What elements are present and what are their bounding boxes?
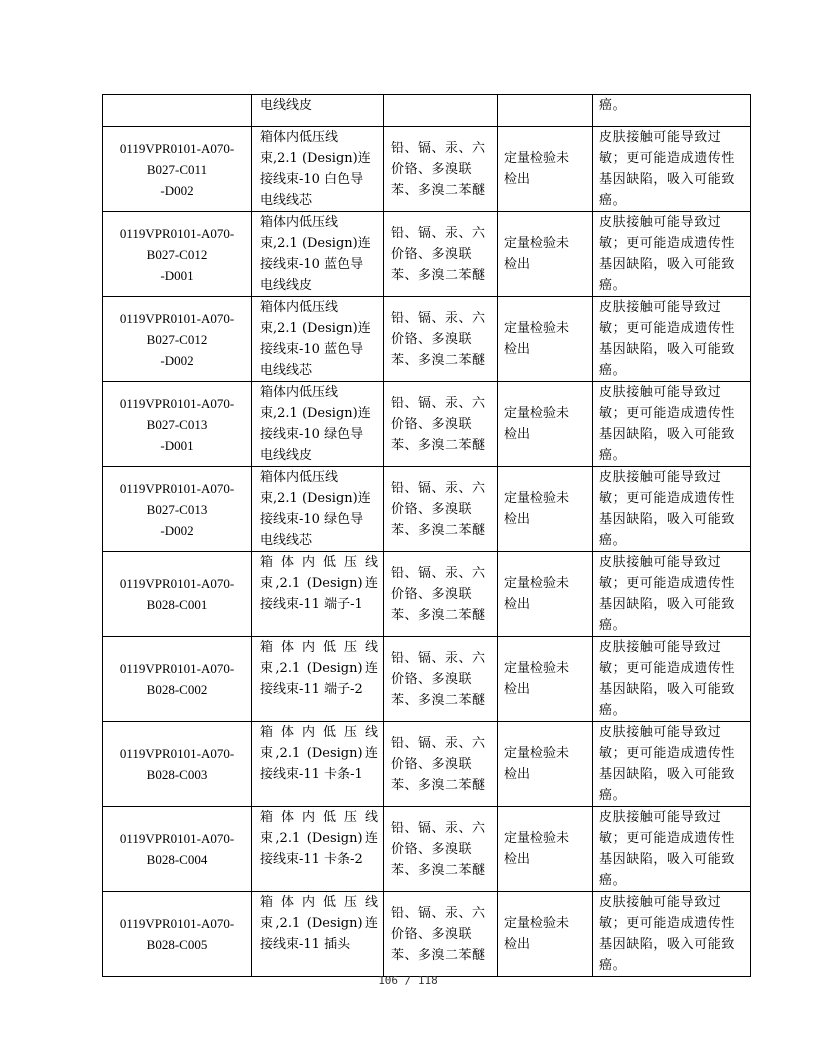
table-row-continued (103, 95, 751, 127)
part-id-line: B028-C002 (146, 682, 208, 697)
part-id-line: -D002 (160, 522, 194, 538)
part-id-line: -D002 (160, 352, 194, 368)
effect-line: 癌。 (599, 533, 627, 548)
effect-line: 基因缺陷，吸入可能致 (599, 682, 736, 697)
effect-line: 敏；更可能造成遗传性 (599, 406, 736, 421)
part-name-line: 箱体内低压线 (260, 300, 339, 315)
substance-line: 铅、镉、汞、六 (391, 905, 486, 921)
effect-line: 敏；更可能造成遗传性 (599, 321, 736, 336)
effect-cell (593, 807, 751, 892)
effect-line: 基因缺陷，吸入可能致 (599, 937, 736, 952)
result-cell (498, 212, 593, 297)
part-name-line: 电线线皮 (260, 278, 313, 293)
result-cell (498, 892, 593, 977)
effect-line: 敏；更可能造成遗传性 (599, 236, 736, 251)
part-name-cell (252, 212, 384, 297)
table-row (103, 807, 751, 892)
effect-line: 皮肤接触可能导致过 (599, 725, 722, 740)
part-name-line: 束,2.1 (Design)连 (260, 236, 371, 251)
part-name-cell (252, 297, 384, 382)
part-name-line: 束,2.1 (Design)连 (260, 661, 378, 676)
substance-line: 苯、多溴二苯醚 (391, 352, 486, 368)
substance-line: 价铬、多溴联 (391, 926, 473, 942)
part-id-line: 0119VPR0101-A070- (119, 395, 235, 411)
part-id-line: B028-C001 (146, 597, 208, 612)
part-id-cell (103, 552, 252, 637)
effect-cell (593, 467, 751, 552)
substances-cell (384, 637, 498, 722)
part-id-line: -D002 (160, 182, 194, 198)
part-name-line: 束,2.1 (Design)连 (260, 576, 378, 591)
part-name-cell (252, 807, 384, 892)
result-line: 定量检验未 (504, 236, 570, 251)
result-cell (498, 552, 593, 637)
part-id-line: B027-C013 (146, 416, 208, 432)
result-line: 定量检验未 (504, 916, 570, 931)
substance-line: 苯、多溴二苯醚 (391, 692, 486, 708)
effect-line: 癌。 (599, 958, 627, 973)
effect-line: 基因缺陷，吸入可能致 (599, 512, 736, 527)
part-id-line: 0119VPR0101-A070- (119, 480, 235, 496)
effect-line: 基因缺陷，吸入可能致 (599, 257, 736, 272)
result-line: 定量检验未 (504, 491, 570, 506)
effect-cell (593, 722, 751, 807)
part-name-line: 箱体内低压线 (260, 385, 339, 400)
part-name-cell (252, 127, 384, 212)
part-id-line: B027-C012 (146, 331, 208, 347)
substance-line: 铅、镉、汞、六 (391, 140, 486, 156)
result-cell (498, 382, 593, 467)
substance-line: 价铬、多溴联 (391, 501, 473, 517)
part-id-line: 0119VPR0101-A070- (119, 831, 235, 846)
effect-line: 敏；更可能造成遗传性 (599, 746, 736, 761)
part-name-line: 束,2.1 (Design)连 (260, 491, 371, 506)
substance-line: 价铬、多溴联 (391, 841, 473, 857)
part-name-line: 电线线皮 (260, 448, 313, 463)
part-name-line: 接线束-10 绿色导 (260, 512, 364, 527)
result-line: 检出 (504, 172, 531, 187)
part-id-line: 0119VPR0101-A070- (119, 225, 235, 241)
table-row (103, 127, 751, 212)
substance-line: 铅、镉、汞、六 (391, 225, 486, 241)
effect-line: 敏；更可能造成遗传性 (599, 916, 736, 931)
part-id-line: 0119VPR0101-A070- (119, 140, 235, 156)
substance-line: 苯、多溴二苯醚 (391, 777, 486, 793)
part-name-cell (252, 892, 384, 977)
effect-line: 皮肤接触可能导致过 (599, 300, 722, 315)
effect-line: 敏；更可能造成遗传性 (599, 151, 736, 166)
part-name-line: 箱体内低压线 (260, 895, 378, 910)
part-id-line: B028-C003 (146, 767, 208, 782)
substance-line: 苯、多溴二苯醚 (391, 862, 486, 878)
table-row (103, 467, 751, 552)
effect-line: 皮肤接触可能导致过 (599, 385, 722, 400)
part-id-line: 0119VPR0101-A070- (119, 576, 235, 591)
part-name-line: 电线线皮 (260, 98, 313, 113)
effect-cell (593, 552, 751, 637)
part-name-line: 接线束-11 卡条-1 (260, 767, 363, 782)
result-line: 检出 (504, 427, 531, 442)
part-name-line: 接线束-10 蓝色导 (260, 342, 364, 357)
result-cell (498, 722, 593, 807)
effect-line: 基因缺陷，吸入可能致 (599, 427, 736, 442)
part-id-cell (103, 722, 252, 807)
part-name-line: 束,2.1 (Design)连 (260, 916, 378, 931)
effect-line: 皮肤接触可能导致过 (599, 640, 722, 655)
effect-line: 皮肤接触可能导致过 (599, 130, 722, 145)
part-name-line: 接线束-10 蓝色导 (260, 257, 364, 272)
part-name-line: 束,2.1 (Design)连 (260, 151, 371, 166)
part-id-line: 0119VPR0101-A070- (119, 310, 235, 326)
substance-line: 苯、多溴二苯醚 (391, 267, 486, 283)
part-id-cell (103, 892, 252, 977)
effect-line: 皮肤接触可能导致过 (599, 470, 722, 485)
result-line: 定量检验未 (504, 151, 570, 166)
part-name-line: 箱体内低压线 (260, 640, 378, 655)
substances-cell (384, 467, 498, 552)
effect-line: 皮肤接触可能导致过 (599, 810, 722, 825)
part-name-line: 箱体内低压线 (260, 130, 339, 145)
part-name-line: 接线束-11 端子-2 (260, 682, 363, 697)
result-cell (498, 127, 593, 212)
part-name-line: 束,2.1 (Design)连 (260, 746, 378, 761)
substances-cell (384, 892, 498, 977)
part-name-line: 接线束-11 卡条-2 (260, 852, 363, 867)
part-id-cell (103, 637, 252, 722)
effect-line: 癌。 (599, 363, 627, 378)
result-line: 检出 (504, 512, 531, 527)
part-id-line: B028-C005 (146, 937, 208, 952)
substance-line: 价铬、多溴联 (391, 161, 473, 177)
part-id-line: 0119VPR0101-A070- (119, 746, 235, 761)
result-cell (498, 467, 593, 552)
part-id-cell (103, 95, 252, 127)
part-name-line: 接线束-11 端子-1 (260, 597, 363, 612)
effect-line: 基因缺陷，吸入可能致 (599, 852, 736, 867)
effect-line: 皮肤接触可能导致过 (599, 555, 722, 570)
table-row (103, 892, 751, 977)
part-name-line: 接线束-10 绿色导 (260, 427, 364, 442)
effect-line: 基因缺陷，吸入可能致 (599, 767, 736, 782)
part-name-line: 箱体内低压线 (260, 555, 378, 570)
page-number: 106 / 118 (378, 974, 438, 987)
substance-line: 铅、镉、汞、六 (391, 735, 486, 751)
substances-cell (384, 807, 498, 892)
part-id-cell (103, 382, 252, 467)
part-id-cell (103, 127, 252, 212)
substance-line: 价铬、多溴联 (391, 416, 473, 432)
result-line: 检出 (504, 342, 531, 357)
table-row (103, 722, 751, 807)
part-id-line: B028-C004 (146, 852, 208, 867)
table-row (103, 382, 751, 467)
part-id-cell (103, 212, 252, 297)
substance-line: 价铬、多溴联 (391, 586, 473, 602)
part-name-cell (252, 382, 384, 467)
effect-line: 基因缺陷，吸入可能致 (599, 172, 736, 187)
part-id-line: 0119VPR0101-A070- (119, 916, 235, 931)
result-line: 定量检验未 (504, 661, 570, 676)
effect-cell (593, 95, 751, 127)
part-name-line: 束,2.1 (Design)连 (260, 321, 371, 336)
part-name-line: 箱体内低压线 (260, 725, 378, 740)
result-line: 定量检验未 (504, 576, 570, 591)
effect-line: 癌。 (599, 873, 627, 888)
effect-cell (593, 637, 751, 722)
effect-cell (593, 892, 751, 977)
result-cell (498, 297, 593, 382)
result-line: 检出 (504, 852, 531, 867)
table-body (103, 95, 751, 977)
part-name-line: 接线束-11 插头 (260, 937, 351, 952)
effect-line: 敏；更可能造成遗传性 (599, 576, 736, 591)
part-name-cell (252, 467, 384, 552)
effect-line: 敏；更可能造成遗传性 (599, 661, 736, 676)
part-id-cell (103, 807, 252, 892)
substance-line: 铅、镉、汞、六 (391, 820, 486, 836)
part-name-line: 束,2.1 (Design)连 (260, 406, 371, 421)
substance-line: 苯、多溴二苯醚 (391, 522, 486, 538)
substance-line: 苯、多溴二苯醚 (391, 607, 486, 623)
result-cell (498, 807, 593, 892)
effect-line: 癌。 (599, 193, 627, 208)
substance-line: 铅、镉、汞、六 (391, 395, 486, 411)
substances-cell (384, 552, 498, 637)
effect-line: 癌。 (599, 278, 627, 293)
substance-line: 铅、镉、汞、六 (391, 650, 486, 666)
substance-line: 铅、镉、汞、六 (391, 310, 486, 326)
substances-cell (384, 127, 498, 212)
part-id-line: B027-C011 (146, 161, 208, 177)
part-name-line: 电线线芯 (260, 193, 313, 208)
substances-cell (384, 297, 498, 382)
result-line: 定量检验未 (504, 406, 570, 421)
table-row (103, 637, 751, 722)
substance-table (102, 94, 751, 977)
effect-line: 癌。 (599, 788, 627, 803)
result-line: 检出 (504, 597, 531, 612)
effect-line: 癌。 (599, 703, 627, 718)
substances-cell (384, 95, 498, 127)
effect-line: 癌。 (599, 448, 627, 463)
table-row (103, 212, 751, 297)
part-id-line: 0119VPR0101-A070- (119, 661, 235, 676)
effect-line: 敏；更可能造成遗传性 (599, 831, 736, 846)
part-name-line: 箱体内低压线 (260, 810, 378, 825)
substances-cell (384, 212, 498, 297)
substances-cell (384, 382, 498, 467)
effect-line: 皮肤接触可能导致过 (599, 215, 722, 230)
result-line: 定量检验未 (504, 746, 570, 761)
substance-line: 铅、镉、汞、六 (391, 480, 486, 496)
effect-cell (593, 382, 751, 467)
effect-cell (593, 297, 751, 382)
result-line: 检出 (504, 682, 531, 697)
part-name-cell (252, 722, 384, 807)
result-line: 定量检验未 (504, 831, 570, 846)
part-id-line: B027-C012 (146, 246, 208, 262)
part-id-line: -D001 (160, 267, 194, 283)
part-name-line: 箱体内低压线 (260, 470, 339, 485)
effect-cell (593, 127, 751, 212)
result-line: 检出 (504, 257, 531, 272)
table-row (103, 552, 751, 637)
result-line: 定量检验未 (504, 321, 570, 336)
effect-cell (593, 212, 751, 297)
part-id-cell (103, 297, 252, 382)
substance-line: 苯、多溴二苯醚 (391, 437, 486, 453)
part-name-line: 接线束-10 白色导 (260, 172, 364, 187)
part-name-line: 电线线芯 (260, 533, 313, 548)
substance-line: 价铬、多溴联 (391, 331, 473, 347)
part-name-line: 束,2.1 (Design)连 (260, 831, 378, 846)
effect-line: 皮肤接触可能导致过 (599, 895, 722, 910)
part-id-line: B027-C013 (146, 501, 208, 517)
result-cell (498, 637, 593, 722)
part-name-line: 电线线芯 (260, 363, 313, 378)
substance-line: 价铬、多溴联 (391, 671, 473, 687)
result-cell (498, 95, 593, 127)
result-line: 检出 (504, 767, 531, 782)
part-name-line: 箱体内低压线 (260, 215, 339, 230)
substance-line: 价铬、多溴联 (391, 246, 473, 262)
substances-cell (384, 722, 498, 807)
effect-line: 癌。 (599, 618, 627, 633)
substance-line: 苯、多溴二苯醚 (391, 947, 486, 963)
substance-line: 苯、多溴二苯醚 (391, 182, 486, 198)
result-line: 检出 (504, 937, 531, 952)
substance-line: 铅、镉、汞、六 (391, 565, 486, 581)
effect-line: 基因缺陷，吸入可能致 (599, 342, 736, 357)
table-row (103, 297, 751, 382)
part-name-cell (252, 552, 384, 637)
part-name-cell (252, 95, 384, 127)
effect-line: 敏；更可能造成遗传性 (599, 491, 736, 506)
part-name-cell (252, 637, 384, 722)
part-id-line: -D001 (160, 437, 194, 453)
effect-line: 基因缺陷，吸入可能致 (599, 597, 736, 612)
effect-line: 癌。 (599, 98, 627, 113)
part-id-cell (103, 467, 252, 552)
substance-line: 价铬、多溴联 (391, 756, 473, 772)
